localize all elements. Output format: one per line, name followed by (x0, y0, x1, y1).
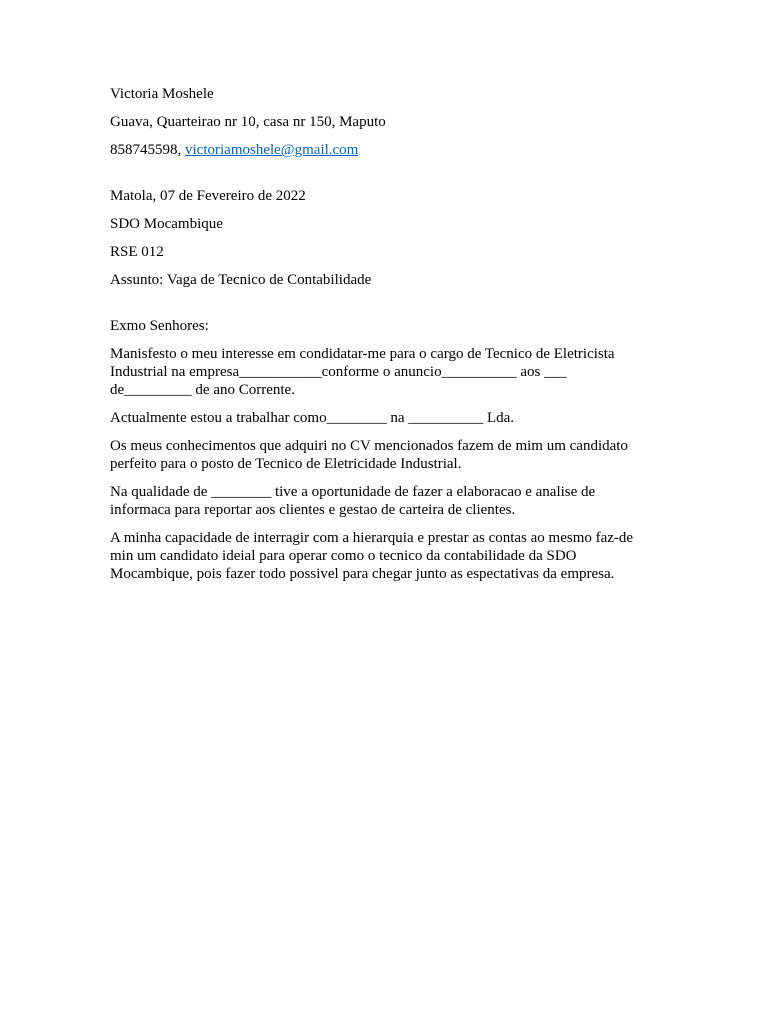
paragraph-line: Manisfesto o meu interesse em condidatar-me para o cargo de Tecnico de Eletricista (110, 346, 615, 362)
spacer (110, 169, 670, 187)
recipient-company: SDO Mocambique (110, 216, 223, 232)
paragraph-line: Actualmente estou a trabalhar como________ na __________ Lda. (110, 410, 515, 426)
paragraph-line: perfeito para o posto de Tecnico de Eletricidade Industrial. (110, 456, 462, 472)
paragraph-line: informaca para reportar aos clientes e gestao de carteira de clientes. (110, 502, 516, 518)
sender-address: Guava, Quarteirao nr 10, casa nr 150, Maputo (110, 114, 386, 130)
sender-phone: 858745598, (110, 142, 185, 158)
paragraph-line: Mocambique, pois fazer todo possivel para chegar junto as espectativas da empresa. (110, 566, 615, 582)
salutation: Exmo Senhores: (110, 318, 209, 334)
paragraph-experience (110, 483, 670, 519)
paragraph-line: Os meus conhecimentos que adquiri no CV mencionados fazem de mim um candidato (110, 438, 628, 454)
paragraph-line: Na qualidade de ________ tive a oportunidade de fazer a elaboracao e analise de (110, 484, 596, 500)
place-date: Matola, 07 de Fevereiro de 2022 (110, 188, 306, 204)
paragraph-knowledge (110, 437, 670, 473)
paragraph-line: de_________ de ano Corrente. (110, 382, 295, 398)
spacer (110, 299, 670, 317)
letter-page (110, 85, 670, 593)
reference-code: RSE 012 (110, 244, 164, 260)
sender-name: Victoria Moshele (110, 86, 214, 102)
paragraph-line: min um candidato ideial para operar como o tecnico da contabilidade da SDO (110, 548, 577, 564)
paragraph-interest (110, 345, 670, 399)
paragraph-current-job (110, 409, 670, 427)
paragraph-capability (110, 529, 670, 583)
paragraph-line: A minha capacidade de interragir com a hierarquia e prestar as contas ao mesmo faz-de (110, 530, 634, 546)
paragraph-line: Industrial na empresa___________conforme o anuncio__________ aos ___ (110, 364, 567, 380)
sender-email-link[interactable]: victoriamoshele@gmail.com (185, 142, 359, 158)
sender-contact (110, 141, 670, 159)
subject-line: Assunto: Vaga de Tecnico de Contabilidade (110, 272, 372, 288)
